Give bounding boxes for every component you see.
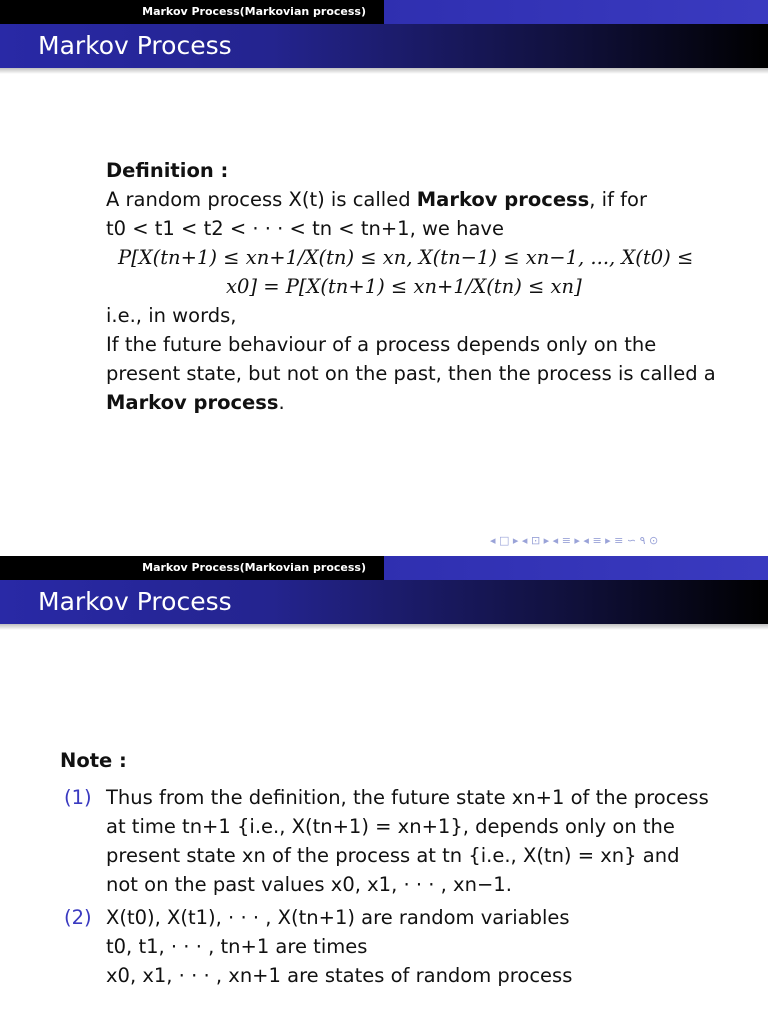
equation-line-1: P[X(tn+1) ≤ xn+1/X(tn) ≤ xn, X(tn−1) ≤ xn−1, ..., X(t0) ≤	[118, 246, 694, 269]
frame-title: Markov Process	[38, 31, 232, 60]
definition-label: Definition :	[106, 159, 229, 182]
item-number: (2)	[64, 906, 92, 929]
note-block	[60, 746, 740, 990]
words-line-3	[106, 388, 726, 417]
title-shadow	[0, 68, 768, 74]
headline-bar	[0, 556, 768, 580]
words-line-2: present state, but not on the past, then the process is called a	[106, 362, 716, 385]
headline-bar	[0, 0, 768, 24]
item-line: X(t0), X(t1), · · · , X(tn+1) are random variables	[106, 906, 570, 929]
note-label: Note :	[60, 749, 127, 772]
item-line: at time tn+1 {i.e., X(tn+1) = xn+1}, depends only on the	[106, 815, 675, 838]
headline-accent	[384, 0, 768, 24]
definition-line-1-pre: A random process X(t) is called	[106, 188, 417, 211]
item-line: x0, x1, · · · , xn+1 are states of random process	[106, 964, 573, 987]
definition-block	[106, 156, 726, 417]
frame-title-bar	[0, 580, 768, 624]
words-line-1: If the future behaviour of a process depends only on the	[106, 333, 657, 356]
frame-title-bar	[0, 24, 768, 68]
headline-accent	[384, 556, 768, 580]
definition-line-1-bold: Markov process	[416, 188, 590, 211]
note-item-2	[60, 903, 740, 990]
item-line: t0, t1, · · · , tn+1 are times	[106, 935, 368, 958]
slide-2	[0, 556, 768, 1024]
item-line: present state xn of the process at tn {i.e., X(tn) = xn} and	[106, 844, 680, 867]
item-line: Thus from the definition, the future state xn+1 of the process	[106, 786, 709, 809]
definition-line-2: t0 < t1 < t2 < · · · < tn < tn+1, we have	[106, 217, 504, 240]
words-intro: i.e., in words,	[106, 304, 237, 327]
definition-line-1-post: , if for	[589, 188, 647, 211]
words-end: .	[278, 391, 285, 414]
item-number: (1)	[64, 786, 92, 809]
definition-line-1	[106, 185, 726, 214]
words-bold: Markov process	[106, 391, 279, 414]
title-shadow	[0, 624, 768, 630]
navigation-symbols[interactable]: ◂ □ ▸ ◂ ⊡ ▸ ◂ ≡ ▸ ◂ ≡ ▸ ≡ ∽ ۹ ⊙	[490, 534, 659, 547]
short-title: Markov Process(Markovian process)	[142, 561, 366, 574]
equation-line-2: x0] = P[X(tn+1) ≤ xn+1/X(tn) ≤ xn]	[226, 275, 582, 298]
item-line: not on the past values x0, x1, · · · , xn−1.	[106, 873, 512, 896]
short-title: Markov Process(Markovian process)	[142, 5, 366, 18]
note-item-1	[60, 783, 740, 899]
frame-title: Markov Process	[38, 587, 232, 616]
